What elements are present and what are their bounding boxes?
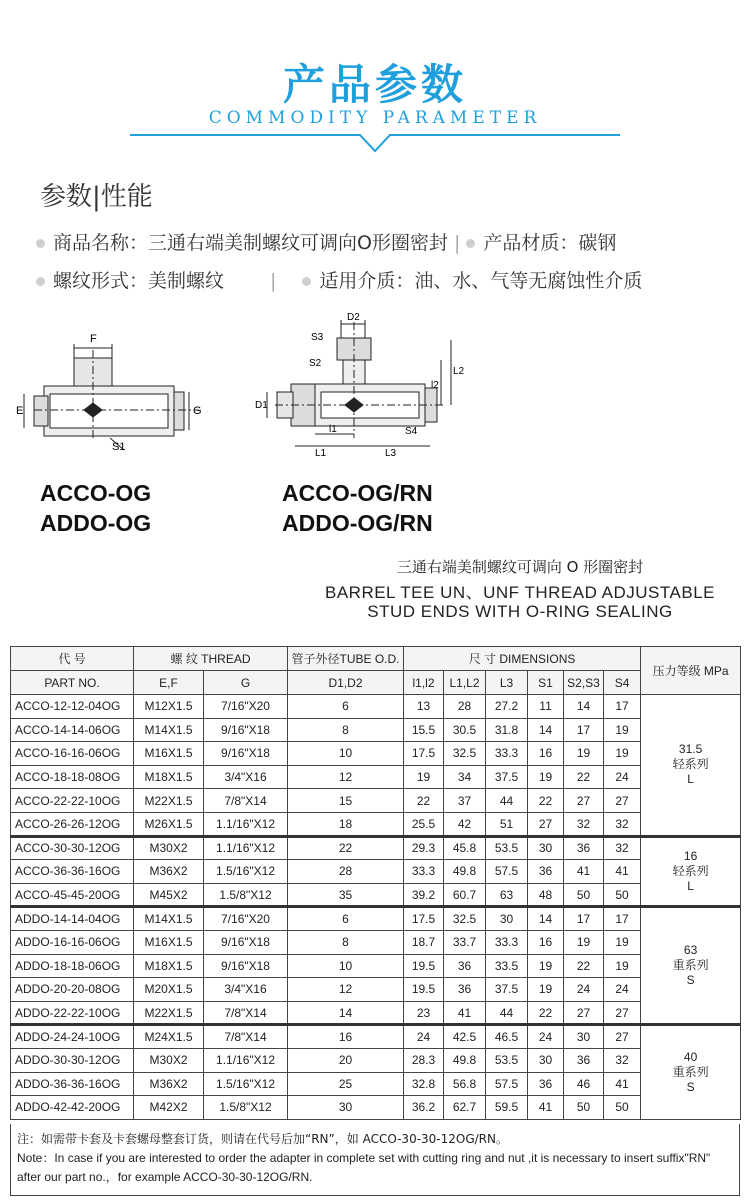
note-en-line2: after our part no.，for example ACCO-30-30-12OG/RN.: [17, 1170, 313, 1184]
table-cell: 19: [604, 718, 641, 742]
table-cell: 9/16"X18: [204, 930, 288, 954]
table-cell: M45X2: [134, 883, 204, 907]
table-cell: 24: [604, 978, 641, 1002]
table-cell: M30X2: [134, 836, 204, 860]
table-cell: 39.2: [404, 883, 444, 907]
table-cell: 19: [404, 765, 444, 789]
table-cell: 41: [564, 860, 604, 884]
dim-label-l3: L3: [385, 448, 397, 459]
table-cell: 15.5: [404, 718, 444, 742]
table-row: [11, 742, 741, 766]
table-row: [11, 718, 741, 742]
table-cell: 62.7: [444, 1096, 486, 1120]
table-cell: 50: [564, 1096, 604, 1120]
table-row: [11, 1048, 741, 1072]
header-l3: L3: [486, 671, 528, 695]
bullet-icon: [36, 239, 45, 248]
dim-label-e: E: [16, 405, 24, 417]
part-number-cell: ACCO-36-36-16OG: [11, 860, 134, 884]
model-code: ACCO-OG: [40, 480, 152, 506]
pressure-series: 重系列: [672, 1065, 709, 1079]
table-cell: 36: [528, 1072, 564, 1096]
table-cell: 3/4"X16: [204, 765, 288, 789]
table-cell: M36X2: [134, 1072, 204, 1096]
pressure-grade-cell: [641, 836, 741, 907]
table-cell: 17: [564, 907, 604, 931]
table-cell: 19: [604, 930, 641, 954]
table-cell: 27: [528, 812, 564, 836]
order-note: [10, 1124, 740, 1196]
part-number-cell: ADDO-36-36-16OG: [11, 1072, 134, 1096]
table-cell: 1.5/16"X12: [204, 1072, 288, 1096]
table-cell: 3/4"X16: [204, 978, 288, 1002]
table-cell: 22: [564, 954, 604, 978]
table-cell: 41: [528, 1096, 564, 1120]
table-cell: 7/16"X20: [204, 695, 288, 719]
table-cell: 14: [564, 695, 604, 719]
table-cell: 46: [564, 1072, 604, 1096]
table-cell: 28: [288, 860, 404, 884]
table-cell: 51: [486, 812, 528, 836]
param-row-2: 螺纹形式：美制螺纹 | 适用介质：油、水、气等无腐蚀性介质: [36, 266, 642, 293]
table-cell: 33.5: [486, 954, 528, 978]
header-s4: S4: [604, 671, 641, 695]
table-cell: 48: [528, 883, 564, 907]
applicable-medium: 适用介质：油、水、气等无腐蚀性介质: [319, 270, 643, 292]
part-number-cell: ACCO-22-22-10OG: [11, 789, 134, 813]
table-cell: 32: [564, 812, 604, 836]
table-cell: 19: [528, 765, 564, 789]
dim-label-g: G: [193, 405, 202, 417]
dim-label-l2-large: L2: [453, 366, 465, 377]
part-number-cell: ADDO-14-14-04OG: [11, 907, 134, 931]
table-cell: 42: [444, 812, 486, 836]
table-cell: 25.5: [404, 812, 444, 836]
table-cell: M22X1.5: [134, 789, 204, 813]
table-cell: 63: [486, 883, 528, 907]
part-number-cell: ADDO-42-42-20OG: [11, 1096, 134, 1120]
dim-label-l1-large: L1: [315, 448, 327, 459]
table-cell: 32.5: [444, 907, 486, 931]
bullet-icon: [36, 277, 45, 286]
table-cell: 13: [404, 695, 444, 719]
table-row: [11, 812, 741, 836]
model-codes-right: [282, 478, 433, 538]
pressure-grade-cell: [641, 695, 741, 837]
product-material: 产品材质：碳钢: [483, 232, 617, 254]
header-dimensions: 尺 寸 DIMENSIONS: [404, 647, 641, 671]
table-cell: 50: [604, 1096, 641, 1120]
header-pressure: 压力等级 MPa: [641, 647, 741, 695]
product-name: 商品名称：三通右端美制螺纹可调向O形圈密封: [53, 232, 448, 254]
pressure-code: S: [686, 973, 695, 988]
table-cell: 33.3: [486, 742, 528, 766]
table-cell: 1.1/16"X12: [204, 1048, 288, 1072]
table-cell: 14: [528, 718, 564, 742]
table-cell: 49.8: [444, 1048, 486, 1072]
table-cell: 15: [288, 789, 404, 813]
table-cell: 53.5: [486, 1048, 528, 1072]
model-code: ACCO-OG/RN: [282, 480, 433, 506]
table-cell: 24: [528, 1025, 564, 1049]
table-cell: 1.1/16"X12: [204, 812, 288, 836]
table-cell: 37.5: [486, 978, 528, 1002]
table-cell: 25: [288, 1072, 404, 1096]
table-cell: 33.7: [444, 930, 486, 954]
table-cell: 50: [604, 883, 641, 907]
table-cell: 9/16"X18: [204, 718, 288, 742]
pressure-series: 轻系列: [672, 863, 709, 878]
table-cell: 30: [486, 907, 528, 931]
table-cell: 8: [288, 718, 404, 742]
header-s1: S1: [528, 671, 564, 695]
table-row: [11, 954, 741, 978]
table-row: [11, 930, 741, 954]
pressure-value: 31.5: [678, 742, 703, 757]
table-cell: 1.1/16"X12: [204, 836, 288, 860]
header-d1d2: D1,D2: [288, 671, 404, 695]
table-cell: 41: [604, 860, 641, 884]
table-cell: 19: [604, 954, 641, 978]
spec-table-body: [11, 695, 741, 1120]
table-cell: 17.5: [404, 742, 444, 766]
page-title: 产品参数: [282, 60, 467, 109]
pressure-value: 63: [683, 943, 698, 958]
table-cell: M18X1.5: [134, 954, 204, 978]
table-cell: 17: [604, 907, 641, 931]
table-row: [11, 1072, 741, 1096]
table-cell: M14X1.5: [134, 718, 204, 742]
table-cell: 17.5: [404, 907, 444, 931]
table-row: [11, 907, 741, 931]
table-row: [11, 765, 741, 789]
table-cell: 17: [604, 695, 641, 719]
table-cell: 44: [486, 1001, 528, 1025]
spec-table: [10, 646, 741, 1120]
table-cell: 12: [288, 765, 404, 789]
table-cell: 27: [604, 789, 641, 813]
table-cell: 6: [288, 907, 404, 931]
table-row: [11, 789, 741, 813]
table-cell: 19.5: [404, 954, 444, 978]
table-row: [11, 978, 741, 1002]
part-number-cell: ADDO-22-22-10OG: [11, 1001, 134, 1025]
model-code: ADDO-OG: [40, 510, 152, 536]
table-row: [11, 695, 741, 719]
table-cell: 35: [288, 883, 404, 907]
header-thread: 螺 纹 THREAD: [134, 647, 288, 671]
part-number-cell: ACCO-45-45-20OG: [11, 883, 134, 907]
table-cell: 24: [564, 978, 604, 1002]
pressure-code: L: [687, 772, 694, 787]
table-cell: 32: [604, 812, 641, 836]
param-row-1: 商品名称：三通右端美制螺纹可调向O形圈密封 | 产品材质：碳钢: [36, 228, 616, 255]
pressure-grade-cell: [641, 907, 741, 1025]
dim-label-s2: S2: [309, 358, 322, 369]
table-cell: 7/8"X14: [204, 1025, 288, 1049]
table-cell: 19: [604, 742, 641, 766]
table-cell: M14X1.5: [134, 907, 204, 931]
table-cell: 19: [564, 930, 604, 954]
table-cell: M42X2: [134, 1096, 204, 1120]
table-cell: 27.2: [486, 695, 528, 719]
table-cell: 27: [604, 1001, 641, 1025]
table-cell: 23: [404, 1001, 444, 1025]
table-cell: 30: [288, 1096, 404, 1120]
pressure-code: S: [686, 1080, 695, 1094]
table-cell: 30.5: [444, 718, 486, 742]
table-cell: 10: [288, 742, 404, 766]
table-cell: 24: [604, 765, 641, 789]
table-cell: 19: [564, 742, 604, 766]
dim-label-s3: S3: [311, 332, 324, 343]
part-number-cell: ADDO-18-18-06OG: [11, 954, 134, 978]
table-cell: 41: [604, 1072, 641, 1096]
table-cell: 56.8: [444, 1072, 486, 1096]
table-cell: 6: [288, 695, 404, 719]
table-cell: 16: [528, 930, 564, 954]
table-cell: 60.7: [444, 883, 486, 907]
table-cell: 50: [564, 883, 604, 907]
table-cell: 44: [486, 789, 528, 813]
dim-label-l1-small: l1: [329, 424, 337, 435]
table-cell: M24X1.5: [134, 1025, 204, 1049]
dim-label-s4: S4: [405, 426, 418, 437]
pressure-series: 重系列: [672, 958, 709, 973]
part-number-cell: ACCO-18-18-08OG: [11, 765, 134, 789]
table-cell: 22: [404, 789, 444, 813]
table-cell: 36: [564, 1048, 604, 1072]
table-cell: 22: [528, 1001, 564, 1025]
table-cell: 32: [604, 836, 641, 860]
table-cell: 28: [444, 695, 486, 719]
header-l1l2: l1,l2: [404, 671, 444, 695]
header-L1L2: L1,L2: [444, 671, 486, 695]
table-cell: 36: [444, 954, 486, 978]
table-row: [11, 860, 741, 884]
header-s2s3: S2,S3: [564, 671, 604, 695]
description-cn: 三通右端美制螺纹可调向 O 形圈密封: [396, 558, 644, 576]
table-cell: M20X1.5: [134, 978, 204, 1002]
table-cell: 17: [564, 718, 604, 742]
table-cell: M30X2: [134, 1048, 204, 1072]
note-cn: 注：如需带卡套及卡套螺母整套订货，则请在代号后加“RN”，如 ACCO-30-30-12OG/RN。: [17, 1132, 509, 1146]
table-cell: M12X1.5: [134, 695, 204, 719]
table-cell: 16: [528, 742, 564, 766]
table-cell: 32.5: [444, 742, 486, 766]
table-cell: 22: [564, 765, 604, 789]
pressure-value: 40: [683, 1050, 698, 1064]
section-title: 参数|性能: [40, 182, 153, 212]
title-underline-chevron: [130, 131, 620, 157]
table-cell: 36.2: [404, 1096, 444, 1120]
part-number-cell: ACCO-26-26-12OG: [11, 812, 134, 836]
part-number-cell: ACCO-14-14-06OG: [11, 718, 134, 742]
dim-label-d2: D2: [347, 312, 360, 323]
table-cell: 49.8: [444, 860, 486, 884]
table-cell: 24: [404, 1025, 444, 1049]
table-cell: 16: [288, 1025, 404, 1049]
table-cell: 18: [288, 812, 404, 836]
table-cell: 22: [288, 836, 404, 860]
table-cell: 12: [288, 978, 404, 1002]
table-cell: 11: [528, 695, 564, 719]
table-cell: 9/16"X18: [204, 742, 288, 766]
model-codes-left: [40, 478, 151, 538]
table-cell: M26X1.5: [134, 812, 204, 836]
table-cell: 33.3: [486, 930, 528, 954]
table-cell: 31.8: [486, 718, 528, 742]
part-number-cell: ADDO-20-20-08OG: [11, 978, 134, 1002]
table-cell: 19: [528, 954, 564, 978]
table-cell: 29.3: [404, 836, 444, 860]
header-ef: E,F: [134, 671, 204, 695]
table-cell: 30: [528, 1048, 564, 1072]
table-cell: M16X1.5: [134, 930, 204, 954]
table-cell: 36: [528, 860, 564, 884]
dim-label-d1: D1: [255, 400, 268, 411]
table-cell: 34: [444, 765, 486, 789]
table-cell: 9/16"X18: [204, 954, 288, 978]
table-cell: M36X2: [134, 860, 204, 884]
table-cell: 41: [444, 1001, 486, 1025]
fitting-drawing-og-rn: [255, 310, 465, 460]
table-row: [11, 1096, 741, 1120]
bullet-icon: [302, 277, 311, 286]
header-g: G: [204, 671, 288, 695]
table-row: [11, 883, 741, 907]
dim-label-s1: S1: [112, 441, 126, 453]
table-cell: 36: [444, 978, 486, 1002]
header-part-no: PART NO.: [11, 671, 134, 695]
table-cell: M16X1.5: [134, 742, 204, 766]
table-cell: 14: [288, 1001, 404, 1025]
table-cell: M22X1.5: [134, 1001, 204, 1025]
table-cell: 28.3: [404, 1048, 444, 1072]
table-cell: 37.5: [486, 765, 528, 789]
table-row: [11, 836, 741, 860]
description-en-line1: BARREL TEE UN、UNF THREAD ADJUSTABLE: [324, 583, 715, 602]
part-number-cell: ADDO-16-16-06OG: [11, 930, 134, 954]
table-cell: 1.5/16"X12: [204, 860, 288, 884]
table-cell: 33.3: [404, 860, 444, 884]
table-cell: 19: [528, 978, 564, 1002]
header-code: 代 号: [11, 647, 134, 671]
table-cell: 7/8"X14: [204, 1001, 288, 1025]
table-cell: 30: [564, 1025, 604, 1049]
table-cell: 10: [288, 954, 404, 978]
table-row: [11, 1001, 741, 1025]
pressure-grade-cell: [641, 1025, 741, 1119]
dim-label-l2-small: l2: [431, 380, 439, 391]
table-cell: 36: [564, 836, 604, 860]
description-en-line2: STUD ENDS WITH O-RING SEALING: [367, 602, 673, 621]
table-cell: 30: [528, 836, 564, 860]
page-subtitle: COMMODITY PARAMETER: [208, 108, 542, 128]
table-cell: 32.8: [404, 1072, 444, 1096]
table-cell: 37: [444, 789, 486, 813]
model-code: ADDO-OG/RN: [282, 510, 433, 536]
table-cell: 14: [528, 907, 564, 931]
thread-type: 螺纹形式：美制螺纹: [53, 270, 225, 292]
fitting-drawing-og: [14, 330, 224, 460]
part-number-cell: ACCO-12-12-04OG: [11, 695, 134, 719]
part-number-cell: ACCO-16-16-06OG: [11, 742, 134, 766]
table-cell: 1.5/8"X12: [204, 883, 288, 907]
table-cell: 27: [564, 789, 604, 813]
table-cell: 53.5: [486, 836, 528, 860]
table-cell: 45.8: [444, 836, 486, 860]
table-row: [11, 1025, 741, 1049]
table-cell: 18.7: [404, 930, 444, 954]
header-tube: 管子外径TUBE O.D.: [288, 647, 404, 671]
table-cell: 27: [604, 1025, 641, 1049]
table-cell: 46.5: [486, 1025, 528, 1049]
table-cell: 19.5: [404, 978, 444, 1002]
part-number-cell: ADDO-30-30-12OG: [11, 1048, 134, 1072]
pressure-value: 16: [683, 848, 698, 863]
table-cell: 32: [604, 1048, 641, 1072]
table-cell: M18X1.5: [134, 765, 204, 789]
dim-label-f: F: [90, 333, 97, 345]
table-cell: 7/16"X20: [204, 907, 288, 931]
pressure-code: L: [687, 878, 694, 893]
note-en-line1: Note：In case if you are interested to order the adapter in complete set with cutting ring and nut ,it is necessary to insert suffix"RN": [17, 1151, 711, 1165]
part-number-cell: ADDO-24-24-10OG: [11, 1025, 134, 1049]
table-cell: 22: [528, 789, 564, 813]
table-cell: 59.5: [486, 1096, 528, 1120]
table-cell: 1.5/8"X12: [204, 1096, 288, 1120]
bullet-icon: [466, 239, 475, 248]
table-cell: 57.5: [486, 860, 528, 884]
pressure-series: 轻系列: [672, 757, 709, 772]
table-cell: 20: [288, 1048, 404, 1072]
table-cell: 7/8"X14: [204, 789, 288, 813]
table-cell: 8: [288, 930, 404, 954]
table-cell: 27: [564, 1001, 604, 1025]
table-cell: 42.5: [444, 1025, 486, 1049]
table-cell: 57.5: [486, 1072, 528, 1096]
part-number-cell: ACCO-30-30-12OG: [11, 836, 134, 860]
